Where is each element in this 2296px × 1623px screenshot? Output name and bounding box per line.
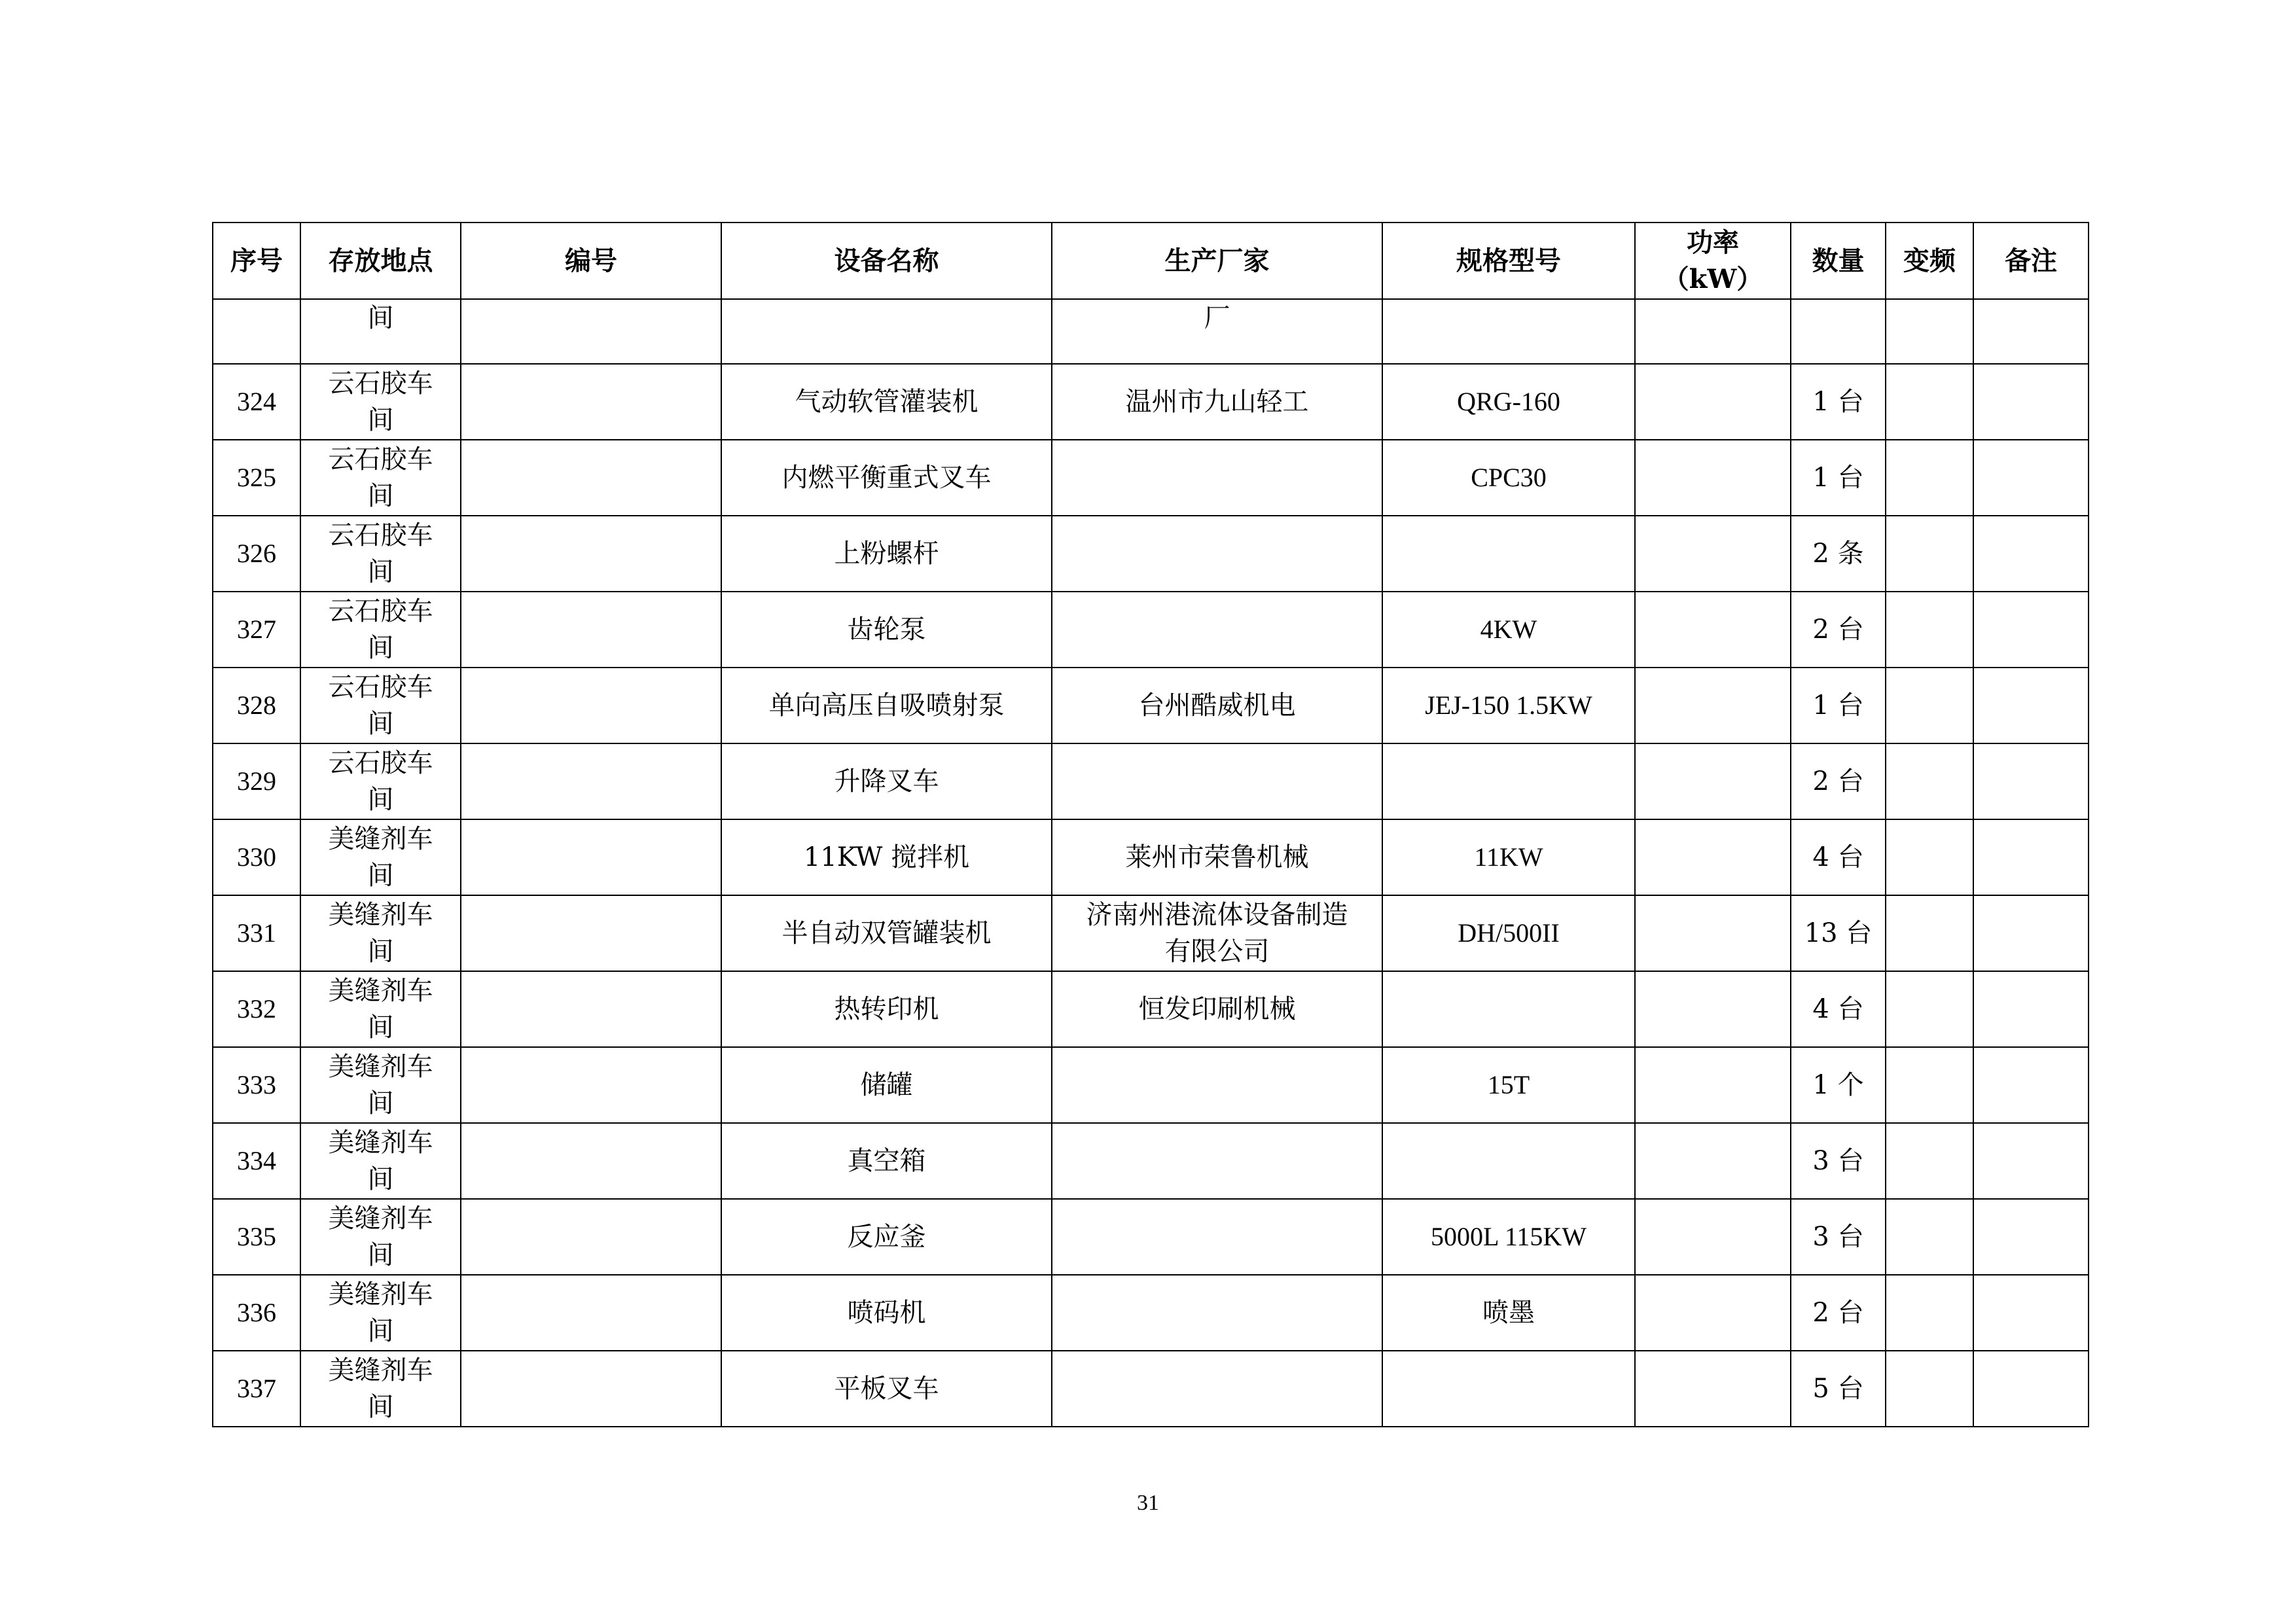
cell-location-line2: 间 bbox=[367, 861, 394, 891]
table-row bbox=[213, 1047, 2089, 1123]
cell-name: 半自动双管罐装机 bbox=[721, 895, 1052, 971]
cell-power bbox=[1635, 895, 1791, 971]
table-row bbox=[213, 895, 2089, 971]
cell-power bbox=[1635, 819, 1791, 895]
cell-vfd bbox=[1886, 1351, 1973, 1427]
header-power-line1: 功率 bbox=[1687, 226, 1739, 258]
cell-code bbox=[461, 1199, 721, 1275]
table-row bbox=[213, 364, 2089, 440]
cell-model: QRG-160 bbox=[1382, 364, 1635, 440]
cell-index: 335 bbox=[213, 1199, 300, 1275]
cell-quantity: 1 台 bbox=[1791, 364, 1886, 440]
cell-location bbox=[300, 516, 461, 592]
table-row bbox=[213, 668, 2089, 743]
cell-manufacturer: 厂 bbox=[1052, 299, 1382, 364]
cell-code bbox=[461, 516, 721, 592]
continuation-row bbox=[213, 299, 2089, 364]
cell-name bbox=[721, 299, 1052, 364]
cell-manufacturer bbox=[1052, 1351, 1382, 1427]
cell-remarks bbox=[1973, 299, 2089, 364]
cell-manufacturer bbox=[1052, 1123, 1382, 1199]
cell-location-line1: 云石胶车 bbox=[328, 672, 433, 702]
cell-location-line1: 云石胶车 bbox=[328, 596, 433, 626]
cell-name: 喷码机 bbox=[721, 1275, 1052, 1351]
cell-location bbox=[300, 1275, 461, 1351]
cell-location bbox=[300, 440, 461, 516]
cell-location-line2: 间 bbox=[367, 1392, 394, 1422]
cell-location-line1: 云石胶车 bbox=[328, 444, 433, 474]
cell-index: 327 bbox=[213, 592, 300, 668]
cell-location bbox=[300, 364, 461, 440]
cell-name: 内燃平衡重式叉车 bbox=[721, 440, 1052, 516]
table-row bbox=[213, 819, 2089, 895]
table-row bbox=[213, 743, 2089, 819]
table-row bbox=[213, 440, 2089, 516]
cell-remarks bbox=[1973, 1123, 2089, 1199]
header-remarks: 备注 bbox=[1973, 223, 2089, 299]
cell-code bbox=[461, 971, 721, 1047]
cell-quantity: 2 台 bbox=[1791, 1275, 1886, 1351]
cell-name: 气动软管灌装机 bbox=[721, 364, 1052, 440]
cell-index: 324 bbox=[213, 364, 300, 440]
cell-vfd bbox=[1886, 1047, 1973, 1123]
cell-manufacturer bbox=[1052, 743, 1382, 819]
header-location: 存放地点 bbox=[300, 223, 461, 299]
cell-remarks bbox=[1973, 1199, 2089, 1275]
cell-index: 336 bbox=[213, 1275, 300, 1351]
cell-quantity: 3 台 bbox=[1791, 1199, 1886, 1275]
cell-location-line2: 间 bbox=[367, 709, 394, 739]
cell-location bbox=[300, 592, 461, 668]
cell-vfd bbox=[1886, 299, 1973, 364]
cell-index: 333 bbox=[213, 1047, 300, 1123]
cell-model: 15T bbox=[1382, 1047, 1635, 1123]
cell-quantity: 2 台 bbox=[1791, 592, 1886, 668]
cell-manufacturer bbox=[1052, 516, 1382, 592]
header-quantity: 数量 bbox=[1791, 223, 1886, 299]
cell-model: 4KW bbox=[1382, 592, 1635, 668]
cell-vfd bbox=[1886, 668, 1973, 743]
cell-vfd bbox=[1886, 1123, 1973, 1199]
table-row bbox=[213, 1351, 2089, 1427]
cell-model: DH/500II bbox=[1382, 895, 1635, 971]
cell-remarks bbox=[1973, 592, 2089, 668]
cell-power bbox=[1635, 440, 1791, 516]
cell-remarks bbox=[1973, 819, 2089, 895]
cell-index: 334 bbox=[213, 1123, 300, 1199]
table-header-row bbox=[213, 223, 2089, 299]
cell-vfd bbox=[1886, 1199, 1973, 1275]
cell-location-line1: 云石胶车 bbox=[328, 368, 433, 399]
cell-location-line2: 间 bbox=[367, 481, 394, 511]
cell-manufacturer bbox=[1052, 1275, 1382, 1351]
cell-code bbox=[461, 743, 721, 819]
cell-vfd bbox=[1886, 516, 1973, 592]
cell-name: 平板叉车 bbox=[721, 1351, 1052, 1427]
cell-index: 331 bbox=[213, 895, 300, 971]
cell-vfd bbox=[1886, 743, 1973, 819]
cell-location bbox=[300, 819, 461, 895]
cell-model: 5000L 115KW bbox=[1382, 1199, 1635, 1275]
cell-remarks bbox=[1973, 1047, 2089, 1123]
cell-name: 单向高压自吸喷射泵 bbox=[721, 668, 1052, 743]
cell-model bbox=[1382, 971, 1635, 1047]
cell-location-line2: 间 bbox=[367, 936, 394, 967]
cell-model bbox=[1382, 516, 1635, 592]
cell-power bbox=[1635, 1275, 1791, 1351]
cell-location-line1: 美缝剂车 bbox=[328, 1128, 433, 1158]
cell-quantity: 3 台 bbox=[1791, 1123, 1886, 1199]
cell-vfd bbox=[1886, 895, 1973, 971]
cell-power bbox=[1635, 592, 1791, 668]
cell-name: 齿轮泵 bbox=[721, 592, 1052, 668]
cell-location-line1: 美缝剂车 bbox=[328, 1279, 433, 1310]
cell-remarks bbox=[1973, 743, 2089, 819]
header-index: 序号 bbox=[213, 223, 300, 299]
cell-vfd bbox=[1886, 971, 1973, 1047]
cell-location-line1: 美缝剂车 bbox=[328, 1052, 433, 1082]
header-power bbox=[1635, 223, 1791, 299]
cell-model bbox=[1382, 1123, 1635, 1199]
cell-code bbox=[461, 895, 721, 971]
cell-location-line2: 间 bbox=[367, 405, 394, 435]
cell-power bbox=[1635, 743, 1791, 819]
cell-location-line2: 间 bbox=[367, 633, 394, 663]
cell-code bbox=[461, 1275, 721, 1351]
cell-quantity: 13 台 bbox=[1791, 895, 1886, 971]
cell-manufacturer bbox=[1052, 364, 1382, 440]
table-row bbox=[213, 1123, 2089, 1199]
cell-index: 332 bbox=[213, 971, 300, 1047]
cell-manufacturer bbox=[1052, 971, 1382, 1047]
cell-code bbox=[461, 440, 721, 516]
cell-remarks bbox=[1973, 440, 2089, 516]
cell-power bbox=[1635, 1123, 1791, 1199]
cell-model bbox=[1382, 1351, 1635, 1427]
cell-name: 储罐 bbox=[721, 1047, 1052, 1123]
cell-model bbox=[1382, 299, 1635, 364]
page-number: 31 bbox=[1137, 1491, 1159, 1515]
cell-manufacturer-line1: 台州酷威机电 bbox=[1138, 690, 1296, 721]
cell-name: 热转印机 bbox=[721, 971, 1052, 1047]
header-manufacturer: 生产厂家 bbox=[1052, 223, 1382, 299]
header-vfd: 变频 bbox=[1886, 223, 1973, 299]
cell-vfd bbox=[1886, 440, 1973, 516]
cell-power bbox=[1635, 1047, 1791, 1123]
cell-location bbox=[300, 1351, 461, 1427]
cell-location-line2: 间 bbox=[367, 785, 394, 815]
cell-vfd bbox=[1886, 364, 1973, 440]
cell-code bbox=[461, 1351, 721, 1427]
cell-quantity bbox=[1791, 299, 1886, 364]
cell-power bbox=[1635, 971, 1791, 1047]
cell-manufacturer bbox=[1052, 819, 1382, 895]
header-model: 规格型号 bbox=[1382, 223, 1635, 299]
cell-quantity: 1 台 bbox=[1791, 668, 1886, 743]
cell-location bbox=[300, 1199, 461, 1275]
cell-name: 反应釜 bbox=[721, 1199, 1052, 1275]
cell-code bbox=[461, 668, 721, 743]
cell-power bbox=[1635, 516, 1791, 592]
equipment-table bbox=[212, 222, 2089, 1427]
cell-location: 间 bbox=[300, 299, 461, 364]
cell-index bbox=[213, 299, 300, 364]
cell-quantity: 1 台 bbox=[1791, 440, 1886, 516]
cell-index: 337 bbox=[213, 1351, 300, 1427]
table-row bbox=[213, 1199, 2089, 1275]
cell-manufacturer bbox=[1052, 1047, 1382, 1123]
cell-manufacturer-line2: 有限公司 bbox=[1164, 936, 1270, 967]
cell-power bbox=[1635, 1351, 1791, 1427]
cell-name: 上粉螺杆 bbox=[721, 516, 1052, 592]
cell-remarks bbox=[1973, 516, 2089, 592]
cell-manufacturer bbox=[1052, 440, 1382, 516]
cell-location bbox=[300, 668, 461, 743]
header-code: 编号 bbox=[461, 223, 721, 299]
table-body bbox=[213, 299, 2089, 1427]
cell-index: 328 bbox=[213, 668, 300, 743]
cell-index: 329 bbox=[213, 743, 300, 819]
cell-power bbox=[1635, 364, 1791, 440]
cell-model: 11KW bbox=[1382, 819, 1635, 895]
cell-location-line1: 美缝剂车 bbox=[328, 1355, 433, 1385]
cell-location-line2: 间 bbox=[367, 1240, 394, 1270]
cell-location-line2: 间 bbox=[367, 1164, 394, 1194]
cell-vfd bbox=[1886, 819, 1973, 895]
cell-name: 11KW 搅拌机 bbox=[721, 819, 1052, 895]
cell-code bbox=[461, 1047, 721, 1123]
cell-location-line2: 间 bbox=[367, 1316, 394, 1346]
table-row bbox=[213, 971, 2089, 1047]
cell-manufacturer bbox=[1052, 592, 1382, 668]
cell-location bbox=[300, 1047, 461, 1123]
cell-code bbox=[461, 299, 721, 364]
cell-quantity: 4 台 bbox=[1791, 819, 1886, 895]
cell-location bbox=[300, 895, 461, 971]
cell-location-line2: 间 bbox=[367, 1088, 394, 1118]
cell-location bbox=[300, 743, 461, 819]
table-row bbox=[213, 592, 2089, 668]
cell-vfd bbox=[1886, 592, 1973, 668]
cell-location bbox=[300, 1123, 461, 1199]
header-power-line2: （kW） bbox=[1662, 263, 1763, 294]
cell-model: 喷墨 bbox=[1382, 1275, 1635, 1351]
table-row bbox=[213, 516, 2089, 592]
cell-location bbox=[300, 971, 461, 1047]
cell-manufacturer bbox=[1052, 895, 1382, 971]
cell-model: JEJ-150 1.5KW bbox=[1382, 668, 1635, 743]
cell-remarks bbox=[1973, 668, 2089, 743]
cell-remarks bbox=[1973, 895, 2089, 971]
cell-location-line1: 美缝剂车 bbox=[328, 976, 433, 1006]
cell-quantity: 1 个 bbox=[1791, 1047, 1886, 1123]
cell-location-line1: 云石胶车 bbox=[328, 520, 433, 550]
cell-manufacturer-line1: 温州市九山轻工 bbox=[1125, 387, 1309, 417]
cell-manufacturer bbox=[1052, 668, 1382, 743]
cell-location-line1: 云石胶车 bbox=[328, 748, 433, 778]
cell-quantity: 2 条 bbox=[1791, 516, 1886, 592]
table-row bbox=[213, 1275, 2089, 1351]
cell-index: 325 bbox=[213, 440, 300, 516]
cell-quantity: 4 台 bbox=[1791, 971, 1886, 1047]
cell-manufacturer-line1: 莱州市荣鲁机械 bbox=[1125, 842, 1309, 872]
cell-remarks bbox=[1973, 971, 2089, 1047]
cell-code bbox=[461, 819, 721, 895]
cell-model bbox=[1382, 743, 1635, 819]
cell-power bbox=[1635, 668, 1791, 743]
cell-name: 真空箱 bbox=[721, 1123, 1052, 1199]
cell-remarks bbox=[1973, 1275, 2089, 1351]
cell-location-line1: 美缝剂车 bbox=[328, 824, 433, 854]
cell-code bbox=[461, 364, 721, 440]
header-name: 设备名称 bbox=[721, 223, 1052, 299]
cell-remarks bbox=[1973, 364, 2089, 440]
cell-index: 326 bbox=[213, 516, 300, 592]
cell-location-line2: 间 bbox=[367, 557, 394, 587]
cell-code bbox=[461, 1123, 721, 1199]
cell-quantity: 5 台 bbox=[1791, 1351, 1886, 1427]
cell-index: 330 bbox=[213, 819, 300, 895]
cell-name: 升降叉车 bbox=[721, 743, 1052, 819]
cell-manufacturer-line1: 济南州港流体设备制造 bbox=[1086, 900, 1348, 930]
cell-code bbox=[461, 592, 721, 668]
cell-vfd bbox=[1886, 1275, 1973, 1351]
cell-quantity: 2 台 bbox=[1791, 743, 1886, 819]
cell-manufacturer bbox=[1052, 1199, 1382, 1275]
cell-remarks bbox=[1973, 1351, 2089, 1427]
cell-location-line1: 美缝剂车 bbox=[328, 1204, 433, 1234]
cell-power bbox=[1635, 299, 1791, 364]
cell-manufacturer-line1: 恒发印刷机械 bbox=[1138, 994, 1296, 1024]
cell-location-line1: 美缝剂车 bbox=[328, 900, 433, 930]
cell-location-line2: 间 bbox=[367, 1012, 394, 1043]
cell-power bbox=[1635, 1199, 1791, 1275]
cell-model: CPC30 bbox=[1382, 440, 1635, 516]
